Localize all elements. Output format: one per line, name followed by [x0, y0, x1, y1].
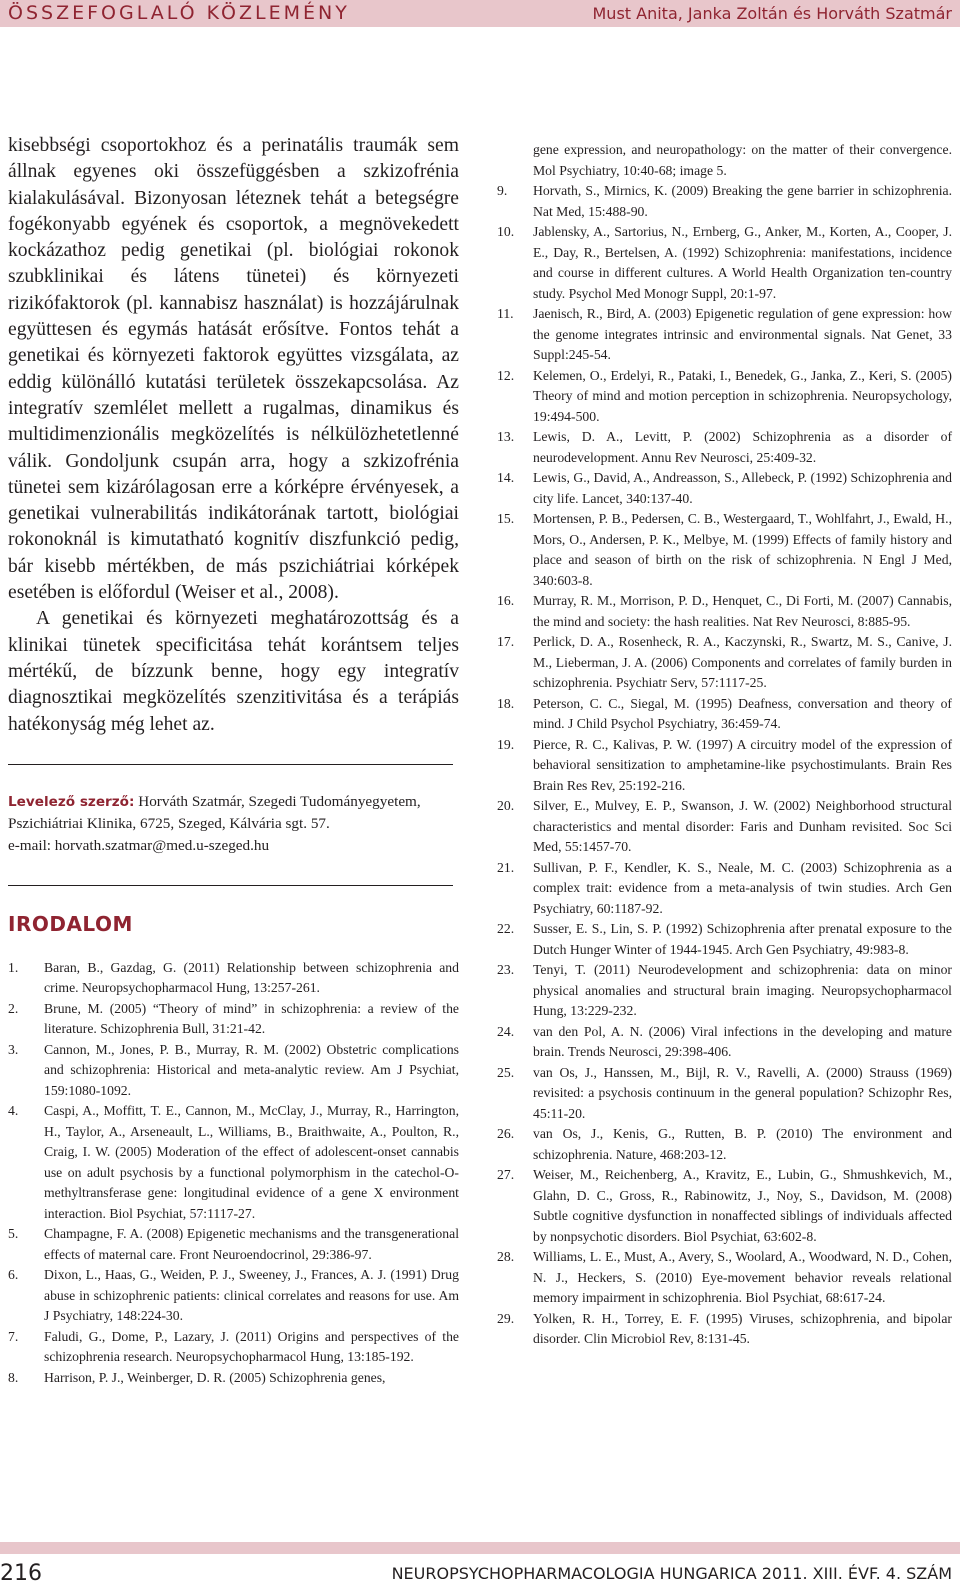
section-title: ÖSSZEFOGLALÓ KÖZLEMÉNY	[8, 2, 350, 24]
reference-text: Peterson, C. C., Siegal, M. (1995) Deafness, conversation and theory of mind. J Child Psychol Psychiatry, 36:459-74.	[533, 695, 952, 731]
reference-number: 27.	[497, 1167, 515, 1182]
reference-number: 10.	[497, 224, 515, 239]
reference-text: van den Pol, A. N. (2006) Viral infections in the developing and mature brain. Trends Neurosci, 29:398-406.	[533, 1023, 952, 1059]
reference-item	[497, 919, 952, 960]
reference-list	[8, 958, 459, 1389]
reference-text: Lewis, G., David, A., Andreasson, S., Allebeck, P. (1992) Schizophrenia and city life. Lancet, 340:137-40.	[533, 470, 952, 506]
reference-item	[8, 999, 459, 1040]
reference-number: 24.	[497, 1023, 515, 1039]
reference-number: 28.	[497, 1249, 515, 1264]
reference-number: 16.	[497, 593, 515, 608]
correspondence-block	[8, 791, 459, 857]
left-column	[8, 133, 459, 1388]
reference-item	[497, 694, 952, 735]
reference-item	[497, 735, 952, 797]
reference-text: Dixon, L., Haas, G., Weiden, P. J., Sweeney, J., Frances, A. J. (1991) Drug abuse in schizophrenic patients: clinical correlates and reasons for use. Am J Psychiatry, 148:224-30.	[44, 1267, 459, 1324]
body-paragraph: A genetikai és környezeti meghatározottság és a klinikai tünetek specificitása tehát korántsem teljes mértékű, de bízzunk benne, hogy egy integratív diagnosztikai megközelítés szenzitivitása és a terápiás hatékonyság még lehet az.	[8, 608, 459, 735]
reference-item	[497, 181, 952, 222]
reference-item	[497, 960, 952, 1022]
reference-item	[8, 1040, 459, 1102]
reference-number: 6.	[8, 1267, 19, 1283]
reference-number: 1.	[8, 959, 19, 975]
reference-text: Harrison, P. J., Weinberger, D. R. (2005) Schizophrenia genes,	[44, 1369, 386, 1385]
article-authors: Must Anita, Janka Zoltán és Horváth Szatmár	[592, 4, 952, 23]
reference-number: 25.	[497, 1064, 515, 1080]
reference-item	[497, 632, 952, 694]
reference-text: Kelemen, O., Erdelyi, R., Pataki, I., Benedek, G., Janka, Z., Keri, S. (2005) Theory of mind and motion perception in schizophrenia. Neuropsychology, 19:494-500.	[533, 367, 952, 424]
reference-text: Weiser, M., Reichenberg, A., Kravitz, E., Lubin, G., Shmushkevich, M., Glahn, D. C., Gross, R., Rabinowitz, J., Noy, S., Davidson, M. (2008) Subtle cognitive dysfunction in nonaffected siblings of individuals affected by nonpsychotic disorders. Biol Psychiat, 63:602-8.	[533, 1167, 952, 1244]
reference-number: 26.	[497, 1126, 515, 1141]
correspondence-label: Levelező szerző:	[8, 793, 135, 810]
correspondence-email[interactable]: e-mail: horvath.szatmar@med.u-szeged.hu	[8, 836, 270, 854]
reference-list	[497, 181, 952, 1350]
reference-text: Faludi, G., Dome, P., Lazary, J. (2011) Origins and perspectives of the schizophrenia research. Neuropsychopharmacol Hung, 13:185-192.	[44, 1328, 459, 1365]
reference-text: Jaenisch, R., Bird, A. (2003) Epigenetic regulation of gene expression: how the genome integrates intrinsic and environmental signals. Nat Genet, 33 Suppl:245-54.	[533, 306, 952, 362]
reference-number: 20.	[497, 798, 515, 813]
reference-text: Pierce, R. C., Kalivas, P. W. (1997) A circuitry model of the expression of behavioral sensitization to amphetamine-like psychostimulants. Brain Res Brain Res Rev, 25:192-216.	[533, 736, 952, 793]
reference-number: 23.	[497, 962, 515, 977]
divider	[8, 885, 453, 886]
reference-number: 17.	[497, 634, 515, 649]
reference-text: van Os, J., Hanssen, M., Bijl, R. V., Ravelli, A. (2000) Strauss (1969) revisited: a psychosis continuum in the general population? Schizophr Res, 45:11-20.	[533, 1064, 952, 1121]
reference-item	[497, 1165, 952, 1247]
reference-number: 5.	[8, 1226, 19, 1242]
reference-number: 18.	[497, 695, 515, 711]
reference-item	[497, 1063, 952, 1125]
reference-item	[8, 1224, 459, 1265]
reference-text: Mortensen, P. B., Pedersen, C. B., Westergaard, T., Wohlfahrt, J., Ewald, H., Mors, O., Andersen, P. K., Melbye, M. (1999) Effects of family history and place and season of birth on the risk of schizophrenia. N Engl J Med, 340:603-8.	[533, 511, 952, 588]
reference-text: Perlick, D. A., Rosenheck, R. A., Kaczynski, R., Swartz, M. S., Canive, J. M., Lieberman, J. A. (2006) Components and correlates of family burden in schizophrenia. Psychiatr Serv, 57:1117-25.	[533, 634, 952, 690]
reference-item	[8, 1265, 459, 1327]
reference-item	[497, 222, 952, 304]
reference-number: 19.	[497, 736, 515, 752]
reference-text: Horvath, S., Mirnics, K. (2009) Breaking the gene barrier in schizophrenia. Nat Med, 15:488-90.	[533, 183, 952, 219]
reference-number: 15.	[497, 511, 515, 526]
reference-number: 14.	[497, 470, 515, 485]
reference-number: 13.	[497, 429, 515, 444]
reference-item	[497, 468, 952, 509]
reference-number: 29.	[497, 1310, 515, 1326]
reference-item	[497, 1022, 952, 1063]
reference-item	[8, 1368, 459, 1389]
reference-text: Murray, R. M., Morrison, P. D., Henquet, C., Di Forti, M. (2007) Cannabis, the mind and society: the hash realities. Nat Rev Neurosci, 8:885-95.	[533, 593, 952, 629]
reference-number: 12.	[497, 367, 515, 383]
reference-text: Sullivan, P. F., Kendler, K. S., Neale, M. C. (2003) Schizophrenia as a complex trait: evidence from a meta-analysis of twin studies. Arch Gen Psychiatry, 60:1187-92.	[533, 859, 952, 916]
reference-number: 21.	[497, 859, 515, 875]
divider	[8, 764, 453, 765]
reference-item	[8, 1327, 459, 1368]
reference-text: Williams, L. E., Must, A., Avery, S., Woolard, A., Woodward, N. D., Cohen, N. J., Heckers, S. (2010) Eye-movement behavior reveals relational memory impairment in schizophrenia. Biol Psychiat, 68:617-24.	[533, 1249, 952, 1305]
reference-number: 11.	[497, 306, 514, 321]
reference-item	[8, 1101, 459, 1224]
reference-item	[497, 427, 952, 468]
reference-number: 3.	[8, 1041, 19, 1057]
references-heading: IRODALOM	[8, 911, 133, 936]
reference-item	[497, 591, 952, 632]
reference-number: 2.	[8, 1000, 19, 1016]
right-column	[497, 140, 952, 1350]
reference-item	[497, 1309, 952, 1350]
reference-text: Jablensky, A., Sartorius, N., Ernberg, G., Anker, M., Korten, A., Cooper, J. E., Day, R., Bertelsen, A. (1992) Schizophrenia: manifestations, incidence and course in different cultures. A World Health Organization ten-country study. Psychol Med Monogr Suppl, 20:1-97.	[533, 224, 952, 301]
page-number: 216	[0, 1561, 42, 1586]
reference-text: van Os, J., Kenis, G., Rutten, B. P. (2010) The environment and schizophrenia. Nature, 468:203-12.	[533, 1126, 952, 1162]
reference-text: Silver, E., Mulvey, E. P., Swanson, J. W. (2002) Neighborhood structural characteristics and mental disorder: Faris and Dunham revisited. Soc Sci Med, 55:1457-70.	[533, 798, 952, 854]
reference-number: 9.	[497, 183, 508, 198]
reference-text: Cannon, M., Jones, P. B., Murray, R. M. (2002) Obstetric complications and schizophrenia: Historical and meta-analytic review. Am J Psychiat, 159:1080-1092.	[44, 1041, 459, 1098]
reference-text: Champagne, F. A. (2008) Epigenetic mechanisms and the transgenerational effects of maternal care. Front Neuroendocrinol, 29:386-97.	[44, 1226, 459, 1262]
reference-text: Baran, B., Gazdag, G. (2011) Relationship between schizophrenia and crime. Neuropsychopharmacol Hung, 13:257-261.	[44, 959, 459, 996]
body-paragraph: kisebbségi csoportokhoz és a perinatális traumák sem állnak egyenes oki összefüggésben a szkizofrénia kialakulásával. Bizonyosan léteznek tehát a betegségre fogékonyabb egyének és csoportok, a megnövekedett kockázathoz pedig genetikai (pl. biológiai rokonok szubklinikai és látens tünetei) és környezeti rizikófaktorok (pl. kannabisz használat) is hozzájárulnak együttesen és egymás hatását erősítve. Fontos tehát a genetikai és környezeti faktorok együttes vizsgálata, az eddig különálló kutatási területek összekapcsolása. Az integratív szemlélet mellett a rugalmas, dinamikus és multidimenzionális megközelítés is nélkülözhetetlenné válik. Gondoljunk csupán arra, hogy a szkizofrénia tünetei sem kizárólagosan erre a kórképre érvényesek, a genetikai vulnerabilitás indikátorának tartott, biológiai rokonoknál is kimutatható kognitív diszfunkció pedig, bár kisebb mértékben, de más pszichiátriai kórképek esetében is előfordul (Weiser et al., 2008).	[8, 135, 459, 604]
reference-item	[497, 858, 952, 920]
reference-number: 7.	[8, 1328, 19, 1344]
reference-text: Tenyi, T. (2011) Neurodevelopment and schizophrenia: data on minor physical anomalies and structural brain imaging. Neuropsychopharmacol Hung, 13:229-232.	[533, 962, 952, 1018]
reference-number: 8.	[8, 1369, 19, 1385]
footer-band	[0, 1542, 960, 1554]
reference-text: Lewis, D. A., Levitt, P. (2002) Schizophrenia as a disorder of neurodevelopment. Annu Rev Neurosci, 25:409-32.	[533, 429, 952, 465]
reference-text: Susser, E. S., Lin, S. P. (1992) Schizophrenia after prenatal exposure to the Dutch Hunger Winter of 1944-1945. Arch Gen Psychiatry, 49:983-8.	[533, 921, 952, 957]
reference-text: Brune, M. (2005) “Theory of mind” in schizophrenia: a review of the literature. Schizophrenia Bull, 31:21-42.	[44, 1000, 459, 1037]
reference-item	[497, 366, 952, 428]
reference-item	[497, 509, 952, 591]
reference-item	[497, 304, 952, 366]
reference-number: 4.	[8, 1103, 19, 1119]
reference-continuation: gene expression, and neuropathology: on the matter of their convergence. Mol Psychiatry, 10:40-68; image 5.	[533, 142, 952, 178]
reference-item	[497, 1247, 952, 1309]
reference-text: Yolken, R. H., Torrey, E. F. (1995) Viruses, schizophrenia, and bipolar disorder. Clin Microbiol Rev, 8:131-45.	[533, 1310, 952, 1346]
journal-name: NEUROPSYCHOPHARMACOLOGIA HUNGARICA 2011. XIII. ÉVF. 4. SZÁM	[391, 1564, 952, 1583]
reference-number: 22.	[497, 921, 515, 936]
reference-item	[8, 958, 459, 999]
reference-text: Caspi, A., Moffitt, T. E., Cannon, M., McClay, J., Murray, R., Harrington, H., Taylor, A., Arseneault, L., Williams, B., Braithwaite, A., Poulton, R., Craig, I. W. (2005) Moderation of the effect of adolescent-onset cannabis use on adult psychosis by a functional polymorphism in the catechol-O-methyltransferase gene: longitudinal evidence of a gene X environment interaction. Biol Psychiat, 57:1117-27.	[44, 1103, 459, 1221]
reference-item	[497, 796, 952, 858]
correspondence-address: Horváth Szatmár, Szegedi Tudományegyetem, Pszichiátriai Klinika, 6725, Szeged, Kálvária sgt. 57.	[8, 792, 421, 832]
reference-item	[497, 1124, 952, 1165]
